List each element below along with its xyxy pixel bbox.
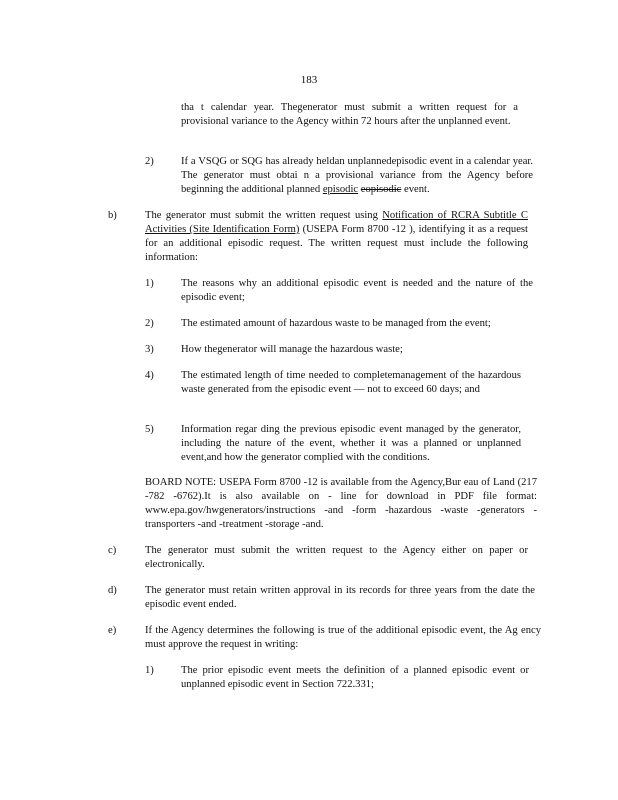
item-e1-text: The prior episodic event meets the definition of a planned episodic event or unplanned episodic event in Section 722.331; [181,665,529,690]
item-b-text-end: (USEPA Form 8700 -12 ), identifying it as a request for an additional episodic request. The written request must include the following information: [145,224,528,263]
item-b-label: b) [108,210,117,221]
item-e-label: e) [108,625,117,636]
board-note: BOARD NOTE: USEPA Form 8700 -12 is available from the Agency,Bur eau of Land (217 -782 -6762).It is also available on - line for download in PDF file format: www.epa.gov/hwgenerators/instructions -and -form -hazardous -waste -generators -transporters -and -treatment -storage -and. [145,477,537,530]
item-e1-label: 1) [145,665,154,676]
deleted-word: eopisodic [360,184,402,195]
item-d-text: The generator must retain written approval in its records for three years from the date the episodic event ended. [145,585,535,610]
item-2-text-end: event. [401,184,430,195]
intro-paragraph: tha t calendar year. Thegenerator must submit a written request for a provisional variance to the Agency within 72 hours after the unplanned event. [181,102,518,127]
item-d-label: d) [108,585,117,596]
subitem-2-text: The estimated amount of hazardous waste to be managed from the event; [181,318,491,329]
subitem-3-label: 3) [145,344,154,355]
item-2-label: 2) [145,156,154,167]
item-b-paragraph [145,209,528,265]
item-c-label: c) [108,545,117,556]
item-c-text: The generator must submit the written request to the Agency either on paper or electronically. [145,545,528,570]
subitem-2-label: 2) [145,318,154,329]
item-2-text: If a VSQG or SQG has already heldan unplannedepisodic event in a calendar year. The generator must obtai n a provisional variance from the Agency before beginning the additional planned [181,156,533,195]
item-b-text: The generator must submit the written request using [145,210,383,221]
item-e-text: If the Agency determines the following is true of the additional episodic event, the Ag ency must approve the request in writing: [145,625,541,650]
page-number: 183 [300,74,318,86]
subitem-1-label: 1) [145,278,154,289]
subitem-4-text: The estimated length of time needed to completemanagement of the hazardous waste generated from the episodic event — not to exceed 60 days; and [181,370,521,395]
subitem-5-text: Information regar ding the previous episodic event managed by the generator, including the nature of the event, whether it was a planned or unplanned event,and how the generator complied with the conditions. [181,424,521,463]
subitem-5-label: 5) [145,424,154,435]
subitem-4-label: 4) [145,370,154,381]
subitem-3-text: How thegenerator will manage the hazardous waste; [181,344,403,355]
item-2-paragraph [181,155,533,197]
inserted-word: episodic [322,184,359,195]
form-name: Notification of RCRA Subtitle C Activities (Site Identification Form) [145,210,528,235]
subitem-1-text: The reasons why an additional episodic event is needed and the nature of the episodic event; [181,278,533,303]
